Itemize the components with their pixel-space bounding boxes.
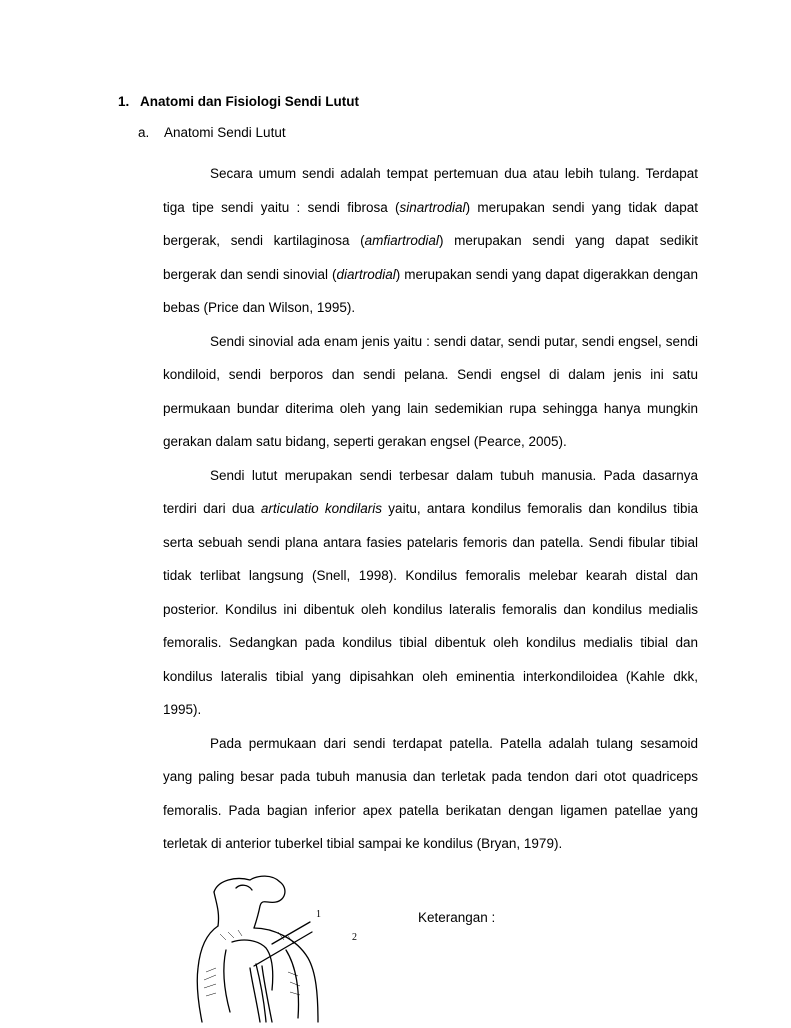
text-run: Pada permukaan dari sendi terdapat patella. Patella adalah tulang sesamoid yang paling besar pada tubuh manusia dan terletak pada tendon dari otot quadriceps femoralis. Pada bagian inferior apex patella berikatan dengan ligamen patellae yang terletak di anterior tuberkel tibial sampai ke kondilus (Bryan, 1979). xyxy=(163,735,698,851)
subsection-number: a. xyxy=(138,125,150,140)
section-number: 1. xyxy=(118,94,130,109)
paragraph xyxy=(163,157,698,325)
knee-joint-illustration-icon xyxy=(192,872,322,1023)
figure-label-2: 2 xyxy=(352,932,357,943)
section-title: Anatomi dan Fisiologi Sendi Lutut xyxy=(140,94,359,109)
section-heading xyxy=(118,94,359,109)
italic-term: articulatio kondilaris xyxy=(260,501,382,516)
text-run: yaitu, antara kondilus femoralis dan kondilus tibia serta sebuah sendi plana antara fasies patelaris femoris dan patella. Sendi fibular tibial tidak terlibat langsung (Snell, 1998). Kondilus femoralis melebar kearah distal dan posterior. Kondilus ini dibentuk oleh kondilus lateralis femoralis dan kondilus medialis femoralis. Sedangkan pada kondilus tibial dibentuk oleh kondilus medialis tibial dan kondilus lateralis tibial yang dipisahkan oleh eminentia interkondiloidea (Kahle dkk, 1995). xyxy=(163,501,699,717)
figure-label-1: 1 xyxy=(316,909,321,920)
paragraph xyxy=(163,325,698,459)
italic-term: diartrodial xyxy=(336,266,396,282)
subsection-title: Anatomi Sendi Lutut xyxy=(164,125,286,140)
knee-joint-figure xyxy=(192,872,322,1023)
paragraph xyxy=(163,459,698,727)
paragraph xyxy=(163,727,698,861)
italic-term: amfiartrodial xyxy=(364,233,439,248)
text-run: ) merupakan sendi yang dapat sedikit bergerak dan sendi sinovial ( xyxy=(163,233,698,282)
subsection-heading xyxy=(138,125,286,140)
text-run: ) merupakan sendi yang dapat digerakkan dengan bebas (Price dan Wilson, 1995). xyxy=(163,266,698,315)
italic-term: sinartrodial xyxy=(399,199,466,215)
body-text xyxy=(163,157,698,861)
text-run: ) merupakan sendi yang tidak dapat bergerak, sendi kartilaginosa ( xyxy=(163,199,698,248)
text-run: Secara umum sendi adalah tempat pertemuan dua atau lebih tulang. Terdapat tiga tipe sendi yaitu : sendi fibrosa ( xyxy=(163,166,698,215)
text-run: Sendi sinovial ada enam jenis yaitu : sendi datar, sendi putar, sendi engsel, sendi kondiloid, sendi berporos dan sendi pelana. Sendi engsel di dalam jenis ini satu permukaan bundar diterima oleh yang lain sedemikian rupa sehingga hanya mungkin gerakan dalam satu bidang, seperti gerakan engsel (Pearce, 2005). xyxy=(163,333,698,449)
figure-legend-heading: Keterangan : xyxy=(418,910,496,925)
text-run: Sendi lutut merupakan sendi terbesar dalam tubuh manusia. Pada dasarnya terdiri dari dua xyxy=(163,467,698,516)
